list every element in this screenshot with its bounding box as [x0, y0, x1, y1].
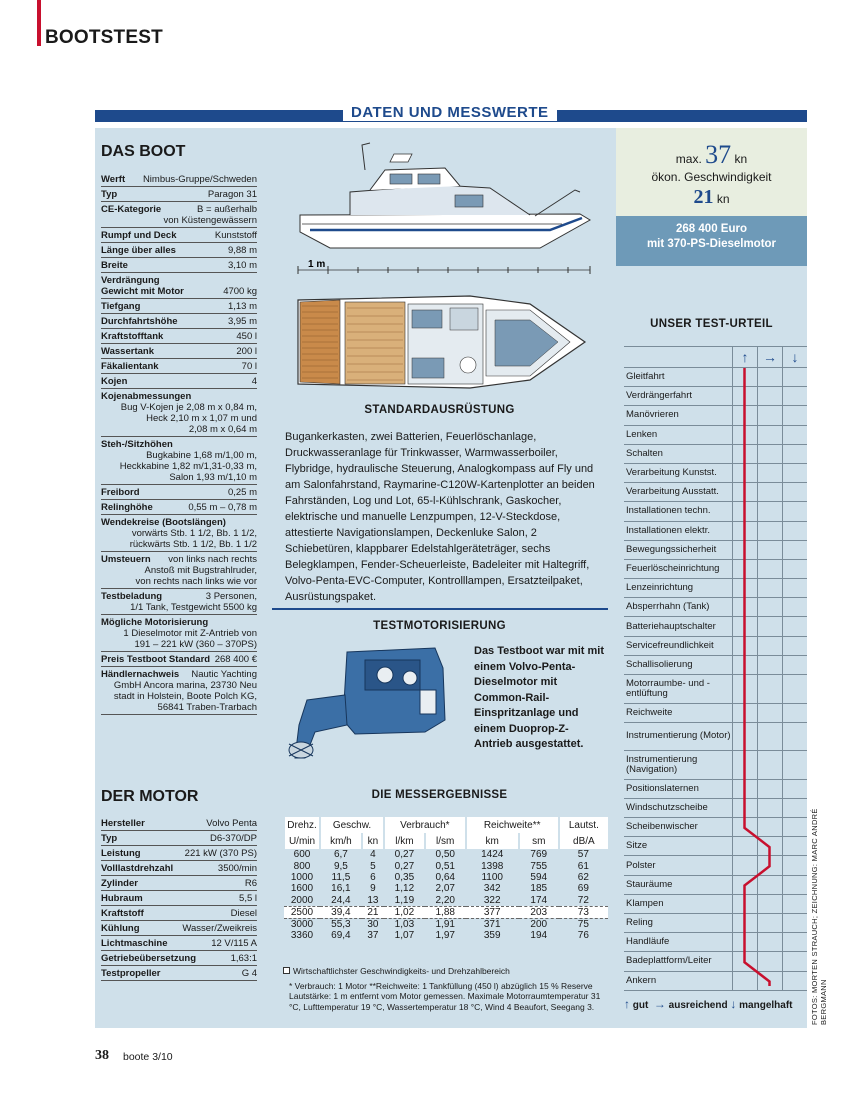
photo-credit: FOTOS: MORTEN STRAUCH; ZEICHNUNG: MARC ANDRÉ BERGMANN — [810, 808, 828, 1025]
spec-row — [101, 515, 257, 552]
measurement-table — [283, 817, 608, 941]
testmot-title: TESTMOTORISIERUNG — [373, 620, 506, 632]
col-group: Lautst. — [559, 817, 608, 833]
table-cell: 0,51 — [435, 860, 455, 872]
spec-key: Testbeladung — [101, 591, 163, 602]
col-unit: kn — [362, 833, 384, 849]
urteil-label: Manövrieren — [626, 409, 679, 421]
ausruestung-title: STANDARDAUSRÜSTUNG — [364, 404, 515, 416]
spec-row — [101, 172, 257, 187]
table-cell: 203 — [519, 906, 559, 918]
spec-key: Tiefgang — [101, 301, 141, 312]
spec-row — [101, 273, 257, 299]
table-cell: 16,1 — [331, 883, 351, 895]
ausruestung-text: Bugankerkasten, zwei Batterien, Feuerlöschanlage, Druckwasseranlage für Trinkwasser, Warmwasserboiler, Flybridge, hydraulische Steuerung, Analogkompass auf Fly und am Salonfahrstand, Raymarine-C120W-Kartenplotter an beiden Fahrständen, Log und Lot, 65-l-Kühlschrank, Gaskocher, elektrische und manuelle Lenzpumpen, 12-V-Steckdose, attestierte Navigationslampen, Deckenluke Salon, 2 Schiebetüren, klappbarer Edelstahlgeräteträger, sechs Belegklampen, Fender-Scheuerleiste, Badeleiter mit Haltegriff, Volvo-Penta-EVC-Computer, Kontrolllampen, Ersatzteilpaket, Ausrüstungspaket. — [285, 431, 595, 603]
spec-value: von links nach rechts — [168, 554, 257, 565]
table-cell: 2,07 — [435, 883, 455, 895]
arrow-down-icon: ↓ — [782, 347, 807, 367]
spec-row — [101, 936, 257, 951]
spec-value: Heckkabine 1,82 m/1,31-0,33 m, — [119, 461, 257, 472]
legend-text: Wirtschaftlichster Geschwindigkeits- und Drehzahlbereich — [293, 966, 510, 976]
spec-row — [101, 314, 257, 329]
col-unit: dB/A — [559, 833, 608, 849]
col-unit: km — [466, 833, 519, 849]
spec-key: Lichtmaschine — [101, 938, 168, 949]
table-cell: 9,5 — [333, 860, 348, 872]
spec-value: 5,5 l — [239, 893, 257, 904]
spec-key: Zylinder — [101, 878, 138, 889]
spec-key: Breite — [101, 260, 128, 271]
table-row — [284, 860, 608, 871]
spec-key: Freibord — [101, 487, 140, 498]
spec-key: Getriebeübersetzung — [101, 953, 197, 964]
spec-value: 56841 Traben-Trarbach — [157, 702, 257, 713]
note-text: * Verbrauch: 1 Motor **Reichweite: 1 Tankfüllung (450 l) abzüglich 15 % Reserve Lautstärke: 1 m entfernt vom Motor gemessen. Maximale Motorraumtemperatur 31 °C, Lufttemperatur 19 °C, Wassertemperatur 18 °C, Wind 4 Beaufort, Seegang 3. — [289, 980, 601, 1012]
table-cell: 1,97 — [435, 929, 455, 941]
arrow-up-icon: ↑ — [732, 347, 757, 367]
spec-value: 191 – 221 kW (360 – 370PS) — [134, 639, 257, 650]
table-cell: 61 — [577, 860, 589, 872]
spec-value: 4 — [251, 376, 257, 387]
spec-key: Preis Testboot Standard — [101, 654, 211, 665]
spec-row — [101, 389, 257, 437]
spec-value: 2,08 m x 0,64 m — [188, 424, 257, 435]
spec-key: Werft — [101, 174, 126, 185]
spec-value: 1 Dieselmotor mit Z-Antrieb von — [123, 628, 257, 639]
spec-value: Wasser/Zweikreis — [182, 923, 257, 934]
table-cell: 2,20 — [435, 894, 455, 906]
table-cell: 1100 — [481, 871, 503, 883]
urteil-label: Positionslaternen — [626, 782, 699, 794]
spec-value: Kunststoff — [214, 230, 257, 241]
spec-value: 3,10 m — [227, 260, 257, 271]
table-cell: 2500 — [284, 906, 320, 918]
table-cell: 359 — [483, 929, 501, 941]
col-unit: km/h — [320, 833, 362, 849]
spec-row — [101, 258, 257, 273]
table-cell: 30 — [367, 918, 379, 930]
price-line2: mit 370-PS-Dieselmotor — [646, 238, 777, 250]
spec-row — [101, 906, 257, 921]
table-cell: 62 — [577, 871, 589, 883]
spec-value: stadt in Holstein, Boote Polch KG, — [113, 691, 257, 702]
spec-row — [101, 951, 257, 966]
spec-row — [101, 485, 257, 500]
urteil-label: Instrumentierung (Navigation) — [626, 753, 698, 775]
spec-value: 0,55 m – 0,78 m — [188, 502, 257, 513]
urteil-label: Installationen elektr. — [626, 524, 710, 536]
spec-key: Mögliche Motorisierung — [101, 617, 209, 628]
spec-value: 12 V/115 A — [211, 938, 257, 949]
spec-row — [101, 831, 257, 846]
mess-title: DIE MESSERGEBNISSE — [371, 789, 508, 801]
spec-value: B = außerhalb — [197, 204, 257, 215]
spec-key: Steh-/Sitzhöhen — [101, 439, 173, 450]
divider — [272, 608, 608, 610]
price-box — [616, 216, 807, 266]
table-cell: 200 — [530, 918, 548, 930]
spec-row — [101, 202, 257, 228]
testmot-text: Das Testboot war mit mit einem Volvo-Penta-Dieselmotor mit Common-Rail-Einspritzanlage und einem Duoprop-Z-Antrieb ausgestattet. — [474, 645, 604, 750]
table-cell: 594 — [530, 871, 548, 883]
spec-key: Kojenabmessungen — [101, 391, 192, 402]
urteil-label: Sitze — [626, 840, 648, 852]
table-cell: 755 — [530, 860, 548, 872]
table-cell: 371 — [483, 918, 501, 930]
urteil-label: Feuerlöscheinrichtung — [626, 562, 720, 574]
col-group: Verbrauch* — [384, 817, 466, 833]
spec-row — [101, 500, 257, 515]
table-cell: 0,27 — [394, 849, 415, 861]
spec-row — [101, 299, 257, 314]
rating-line — [624, 346, 807, 986]
urteil-label: Installationen techn. — [626, 505, 711, 517]
table-cell: 769 — [530, 849, 548, 861]
section-label: BOOTSTEST — [45, 27, 163, 48]
table-cell: 37 — [367, 929, 379, 941]
spec-key: Leistung — [101, 848, 141, 859]
spec-key: Testpropeller — [101, 968, 161, 979]
legend-mangelhaft: mangelhaft — [739, 1000, 793, 1011]
checkbox-icon — [283, 967, 290, 974]
spec-row — [101, 876, 257, 891]
spec-value: Salon 1,93 m/1,10 m — [169, 472, 257, 483]
spec-row — [101, 437, 257, 485]
urteil-label: Batteriehauptschalter — [626, 620, 716, 632]
spec-value: 3500/min — [217, 863, 257, 874]
spec-value: Volvo Penta — [206, 818, 257, 829]
spec-row — [101, 966, 257, 981]
urteil-label: Lenken — [626, 428, 658, 440]
spec-key: Umsteuern — [101, 554, 151, 565]
oek-speed: 21 — [693, 186, 714, 208]
legend-ausreichend: ausreichend — [668, 1000, 728, 1011]
table-cell: 1,02 — [384, 906, 425, 918]
urteil-label: Servicefreundlichkeit — [626, 639, 714, 651]
spec-value: 1,63:1 — [230, 953, 257, 964]
boat-side-view-icon — [300, 143, 590, 248]
table-cell: 3360 — [290, 929, 314, 941]
spec-row — [101, 846, 257, 861]
boat-drawing — [290, 140, 610, 395]
urteil-title: UNSER TEST-URTEIL — [650, 318, 773, 330]
spec-key: Relinghöhe — [101, 502, 153, 513]
urteil-label: Ankern — [626, 974, 657, 986]
col-group: Drehz. — [284, 817, 320, 833]
table-row — [284, 872, 608, 883]
table-cell: 76 — [577, 929, 589, 941]
spec-value: GmbH Ancora marina, 23730 Neu — [113, 680, 257, 691]
col-group: Geschw. — [320, 817, 384, 833]
boot-title: DAS BOOT — [101, 143, 186, 160]
spec-key: Kojen — [101, 376, 128, 387]
table-cell: 1,07 — [394, 929, 415, 941]
spec-row — [101, 552, 257, 589]
urteil-label: Absperrhahn (Tank) — [626, 601, 710, 613]
speed-box — [616, 128, 807, 216]
table-cell: 75 — [577, 918, 589, 930]
spec-key: Verdrängung — [101, 275, 160, 286]
table-row — [284, 930, 608, 941]
spec-row — [101, 861, 257, 876]
urteil-label: Reichweite — [626, 706, 673, 718]
spec-value: Anstoß mit Bugstrahlruder, — [144, 565, 257, 576]
spec-value: 3 Personen, — [205, 591, 257, 602]
spec-row — [101, 615, 257, 652]
table-cell: 342 — [483, 883, 501, 895]
oek-label: ökon. Geschwindigkeit — [651, 170, 772, 184]
arrow-up-icon: ↑ — [624, 997, 630, 1011]
spec-row — [101, 667, 257, 715]
spec-value: 221 kW (370 PS) — [184, 848, 257, 859]
arrow-down-icon: ↓ — [730, 997, 737, 1011]
spec-value: Paragon 31 — [207, 189, 257, 200]
group-header-row — [284, 817, 608, 833]
spec-row — [101, 816, 257, 831]
boot-specs — [101, 172, 257, 715]
col-unit: l/km — [384, 833, 425, 849]
table-cell: 0,50 — [435, 849, 455, 861]
spec-key: Kraftstoff — [101, 908, 144, 919]
spec-value: 70 l — [241, 361, 257, 372]
spec-row — [101, 228, 257, 243]
max-label: max. — [675, 152, 702, 166]
table-cell: 0,64 — [435, 871, 455, 883]
spec-row — [101, 652, 257, 667]
spec-value: 1,13 m — [227, 301, 257, 312]
spec-value: rückwärts Stb. 1 1/2, Bb. 1 1/2 — [129, 539, 257, 550]
spec-key: Kraftstofftank — [101, 331, 164, 342]
table-cell: 55,3 — [331, 918, 351, 930]
table-cell: 39,4 — [320, 906, 362, 918]
spec-key: Händlernachweis — [101, 669, 180, 680]
table-cell: 1,03 — [394, 918, 415, 930]
spec-row — [101, 891, 257, 906]
table-cell: 377 — [466, 906, 519, 918]
spec-row — [101, 921, 257, 936]
scale-bar-icon — [298, 266, 590, 274]
rating-polyline — [745, 368, 770, 986]
table-cell: 9 — [370, 883, 376, 895]
spec-value: Nautic Yachting — [191, 669, 257, 680]
unit-header-row — [284, 833, 608, 849]
spec-key: Gewicht mit Motor — [101, 286, 184, 297]
table-cell: 24,4 — [331, 894, 351, 906]
table-cell: 0,27 — [394, 860, 415, 872]
urteil-label: Lenzeinrichtung — [626, 582, 694, 594]
max-speed: 37 — [705, 140, 732, 169]
urteil-label: Bewegungssicherheit — [626, 543, 717, 555]
urteil-label: Reling — [626, 917, 653, 929]
spec-key: Länge über alles — [101, 245, 176, 256]
table-cell: 1424 — [481, 849, 504, 861]
table-cell: 3000 — [290, 918, 314, 930]
table-row — [284, 895, 608, 907]
urteil-label: Klampen — [626, 897, 664, 909]
urteil-label: Verarbeitung Ausstatt. — [626, 486, 719, 498]
section-accent-bar — [37, 0, 41, 46]
table-cell: 11,5 — [331, 871, 351, 883]
table-cell: 0,35 — [394, 871, 415, 883]
urteil-label: Handläufe — [626, 936, 670, 948]
max-unit: kn — [734, 152, 748, 166]
price-line1: 268 400 Euro — [676, 223, 747, 235]
table-cell: 194 — [530, 929, 548, 941]
arrow-right-icon: → — [653, 997, 666, 1011]
spec-key: Typ — [101, 189, 118, 200]
table-cell: 800 — [293, 860, 311, 872]
spec-key: Hersteller — [101, 818, 145, 829]
spec-key: Fäkalientank — [101, 361, 159, 372]
table-cell: 69,4 — [331, 929, 351, 941]
table-cell: 1,88 — [425, 906, 466, 918]
oek-unit: kn — [716, 192, 730, 206]
table-cell: 21 — [362, 906, 384, 918]
page-title: DATEN UND MESSWERTE — [343, 104, 557, 121]
table-cell: 1600 — [290, 883, 314, 895]
spec-row — [101, 329, 257, 344]
spec-value: 450 l — [236, 331, 257, 342]
spec-row — [101, 589, 257, 615]
spec-value: 200 l — [236, 346, 257, 357]
spec-row — [101, 243, 257, 258]
spec-key: Volllastdrehzahl — [101, 863, 174, 874]
spec-value: Diesel — [230, 908, 257, 919]
spec-row — [101, 374, 257, 389]
magazine-issue: boote 3/10 — [123, 1051, 173, 1063]
spec-key: Rumpf und Deck — [101, 230, 177, 241]
table-cell: 185 — [530, 883, 548, 895]
table-row — [284, 906, 608, 918]
spec-value: Heck 2,10 m x 1,07 m und — [146, 413, 257, 424]
urteil-label: Schalten — [626, 447, 663, 459]
spec-value: 268 400 € — [214, 654, 257, 665]
spec-value: Bugkabine 1,68 m/1,00 m, — [146, 450, 257, 461]
scale-label: 1 m — [308, 259, 326, 270]
spec-value: R6 — [244, 878, 257, 889]
spec-value: von rechts nach links wie vor — [135, 576, 257, 587]
table-row — [284, 883, 608, 894]
table-cell: 2000 — [290, 894, 314, 906]
table-cell: 73 — [559, 906, 608, 918]
urteil-label: Scheibenwischer — [626, 821, 698, 833]
urteil-label: Gleitfahrt — [626, 371, 665, 383]
spec-key: CE-Kategorie — [101, 204, 162, 215]
spec-value: vorwärts Stb. 1 1/2, Bb. 1 1/2, — [131, 528, 257, 539]
urteil-label: Verarbeitung Kunstst. — [626, 467, 717, 479]
spec-row — [101, 187, 257, 202]
table-cell: 57 — [577, 849, 589, 861]
spec-key: Kühlung — [101, 923, 140, 934]
table-cell: 69 — [577, 883, 589, 895]
table-cell: 322 — [483, 894, 501, 906]
spec-value: 4700 kg — [223, 286, 257, 297]
urteil-label: Polster — [626, 859, 656, 871]
urteil-label: Schallisolierung — [626, 658, 693, 670]
urteil-label: Instrumentierung (Motor) — [626, 730, 731, 742]
engine-drawing-icon — [285, 640, 470, 770]
spec-value: 9,88 m — [227, 245, 257, 256]
urteil-label: Badeplattform/Leiter — [626, 955, 712, 967]
table-cell: 6 — [370, 871, 376, 883]
table-cell: 5 — [370, 860, 376, 872]
col-unit: sm — [519, 833, 559, 849]
spec-value: von Küstengewässern — [163, 215, 257, 226]
legend-gut: gut — [632, 1000, 649, 1011]
spec-key: Wassertank — [101, 346, 154, 357]
col-unit: U/min — [284, 833, 320, 849]
table-cell: 1,12 — [394, 883, 415, 895]
col-unit: l/sm — [425, 833, 466, 849]
table-cell: 4 — [370, 849, 376, 861]
spec-value: D6-370/DP — [210, 833, 257, 844]
arrow-right-icon: → — [757, 347, 782, 367]
table-cell: 1,19 — [394, 894, 415, 906]
table-cell: 1398 — [481, 860, 504, 872]
table-cell: 174 — [530, 894, 548, 906]
boat-deck-plan-icon — [298, 296, 585, 388]
spec-key: Durchfahrtshöhe — [101, 316, 178, 327]
spec-key: Typ — [101, 833, 118, 844]
motor-title: DER MOTOR — [101, 788, 199, 805]
spec-value: Bug V-Kojen je 2,08 m x 0,84 m, — [120, 402, 257, 413]
spec-value: 1/1 Tank, Testgewicht 5500 kg — [130, 602, 257, 613]
urteil-label: Stauräume — [626, 878, 673, 890]
measurement-notes — [283, 966, 608, 1012]
spec-value: 0,25 m — [227, 487, 257, 498]
motor-specs — [101, 816, 257, 981]
table-cell: 1,91 — [435, 918, 455, 930]
table-cell: 72 — [577, 894, 589, 906]
table-cell: 600 — [293, 849, 311, 861]
spec-value: G 4 — [241, 968, 257, 979]
spec-key: Hubraum — [101, 893, 143, 904]
spec-value: Nimbus-Gruppe/Schweden — [142, 174, 257, 185]
spec-row — [101, 344, 257, 359]
urteil-legend — [624, 997, 793, 1011]
spec-row — [101, 359, 257, 374]
col-group: Reichweite** — [466, 817, 559, 833]
table-cell: 1000 — [290, 871, 314, 883]
urteil-label: Windschutzscheibe — [626, 801, 708, 813]
table-cell: 6,7 — [333, 849, 348, 861]
urteil-label: Verdrängerfahrt — [626, 390, 693, 402]
spec-key: Wendekreise (Bootslängen) — [101, 517, 226, 528]
table-cell: 13 — [367, 894, 379, 906]
page-number: 38 — [95, 1048, 109, 1063]
table-row — [284, 918, 608, 930]
spec-value: 3,95 m — [227, 316, 257, 327]
table-row — [284, 849, 608, 860]
urteil-label: Motorraumbe- und -entlüftung — [626, 677, 710, 699]
